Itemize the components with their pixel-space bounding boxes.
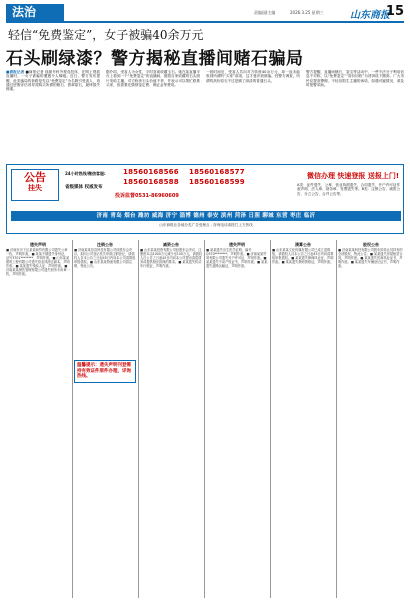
classified-text: ■ 山东某某文化传媒有限公司已成立清算组，请债权人自本公告之日起45日内向清算组申报债权。■ 某某遗失律师执业证，声明作废。■ 某某遗失教师资格证，声明作废。 <box>272 248 334 264</box>
hotline-label: 24小时热线/微信客服: <box>65 171 106 176</box>
issue-date: 2026.3.25 星期三 <box>290 10 324 15</box>
classified-heading: 遗失声明 <box>30 242 46 247</box>
service-categories: A类：证件遗失、公章、营业执照遗失、合同遗失，开户许可证作废声明、法人章、财务章、发票遗失等。B类：注销公告、减资公告、分立公告、合并公告等。 <box>297 183 401 196</box>
hotline-number-1: 18560168566 <box>123 168 179 176</box>
classified-text: ■ 某某遗失出生医学证明，编号Q370********，声明作废。■ 济南某某贸易有限公司遗失开户许可证，声明作废。■ 某某遗失不动产权证书，声明作废。■ 某某遗失道路运输证，声明作废。 <box>206 248 268 268</box>
paper-name: 山东商报 <box>350 10 390 21</box>
classified-ad-banner <box>6 164 404 234</box>
classified-column-6 <box>338 240 404 598</box>
classified-heading: 股权公告 <box>363 242 379 247</box>
classified-heading: 减资公告 <box>163 242 179 247</box>
classified-text: ■ 济南某某信息科技有限公司经股东会决议，拟向公司登记机关申请注销登记，请债权人自本公告之日起45日内向本公司清算组申报债权。■ 山东某某物流有限公司拟注销，特此公告。 <box>74 248 136 268</box>
classified-text: ■ 山东某某投资有限公司经股东会决议，注册资本由1000万元减少至100万元，请债权人自公告之日起45日内向本公司提出清偿债务或提供相应担保的要求。■ 某某遗失机动车行驶证，声明作废。 <box>140 248 202 268</box>
ad-address: 山东商报社各地分类广告受理点 - 咨询电话请拨打上方热线 <box>159 223 253 227</box>
article-text-1: ■商报记者 视频号科外观竞技体，在网上观看直播时，一女子被骗的遭遇令人唏嘘。近日，警方发布提醒，此类骗局的套路是先以“免费鉴定”为名吸引受害人，再通过虚假评估诱导其购买所谓的赌石、翡翠原石，最终损失惨重。 <box>6 70 100 92</box>
classified-column-2 <box>74 240 136 598</box>
announcement-logo <box>11 169 59 201</box>
classified-column-4 <box>206 240 268 598</box>
hotline-number-4: 18560168599 <box>189 178 245 186</box>
article-headline: 石头刷绿漆？警方揭秘直播间赌石骗局 <box>6 49 304 69</box>
classified-column-1 <box>6 240 70 598</box>
classified-heading: 清算公告 <box>295 242 311 247</box>
classified-column-3 <box>140 240 202 598</box>
article-column-1 <box>6 70 100 158</box>
article-column-4: 警方提醒，直播间赌石、鉴宝等活动中，一些不法分子利用信息不对称，以“免费鉴定”“高价回收”为诱饵设下圈套。广大市民应提高警惕，不轻信陌生主播的承诺，如遇可疑情况，请及时报警求助。 <box>306 70 404 87</box>
logo-line-2: 挂失 <box>28 184 42 192</box>
classified-heading: 注销公告 <box>97 242 113 247</box>
hotline-number-3: 18560168588 <box>123 178 179 186</box>
editor-meta: 责编/副主编 <box>254 10 276 15</box>
classifieds-section <box>6 240 404 598</box>
classified-heading: 遗失声明 <box>229 242 245 247</box>
logo-line-1: 公告 <box>24 171 46 184</box>
classified-column-5 <box>272 240 334 598</box>
province-media-note: 省级媒体 权威发布 <box>65 185 103 190</box>
wechat-tip: 微信办理 快速登报 送报上门! <box>307 172 400 180</box>
section-label: 法治 <box>6 4 64 21</box>
hotline-number-2: 18560168577 <box>189 168 245 176</box>
masthead <box>6 4 404 22</box>
article-column-3: 一段时间后，受害人共向对方转账40余万元，却一直未能收到所谓的“买家”款项，这才意识到被骗。经警方调查，所谓的高价原石不过是刷了绿漆的普通石头。 <box>206 70 300 83</box>
article-byline: ■商报记者 <box>6 70 25 74</box>
masthead-rule <box>6 21 404 23</box>
complaint-phone: 投诉监督0531-86960609 <box>115 193 179 199</box>
article-subhead: 轻信“免费鉴定”，女子被骗40余万元 <box>8 28 204 42</box>
classified-text: ■ 济南某某科技有限公司股东拟转让其持有的全部股权，特此公告。■ 某某遗失房屋租赁合同，声明作废。■ 某某遗失医师执业证书，声明作废。■ 某某遗失车辆登记证书，声明作废。 <box>338 248 403 268</box>
article-column-2: 据介绍，受害人为女性，平时喜欢收藏玉石。她在某直播平台上看到一个“免费鉴定”的直播间，便将自家收藏的石头照片发给主播。对方称该石头价值不菲，并表示可以帮忙联系买家，但需要先缴纳鉴定费、保证金等费用。 <box>106 70 200 87</box>
page-number: 15 <box>385 4 404 19</box>
notice-box: 温馨提示：遗失声明刊登需持有效证件原件办理，详询热线。 <box>74 360 136 383</box>
city-list: 济南 青岛 烟台 潍坊 威海 济宁 淄博 德州 泰安 滨州 菏泽 日照 聊城 东营 枣庄 临沂 <box>11 211 401 221</box>
classified-text: ■ 济南市历下区某某商贸有限公司遗失公章一枚，声明作废。■ 某某不慎遗失身份证，证号3701********，声明作废。■ 山东某某建筑工程有限公司遗失营业执照正副本，声明作废。■ 某某遗失残疾人证，声明作废。■ 济南某某餐饮管理有限公司遗失财务专用章一枚，声明作废。 <box>6 248 70 276</box>
